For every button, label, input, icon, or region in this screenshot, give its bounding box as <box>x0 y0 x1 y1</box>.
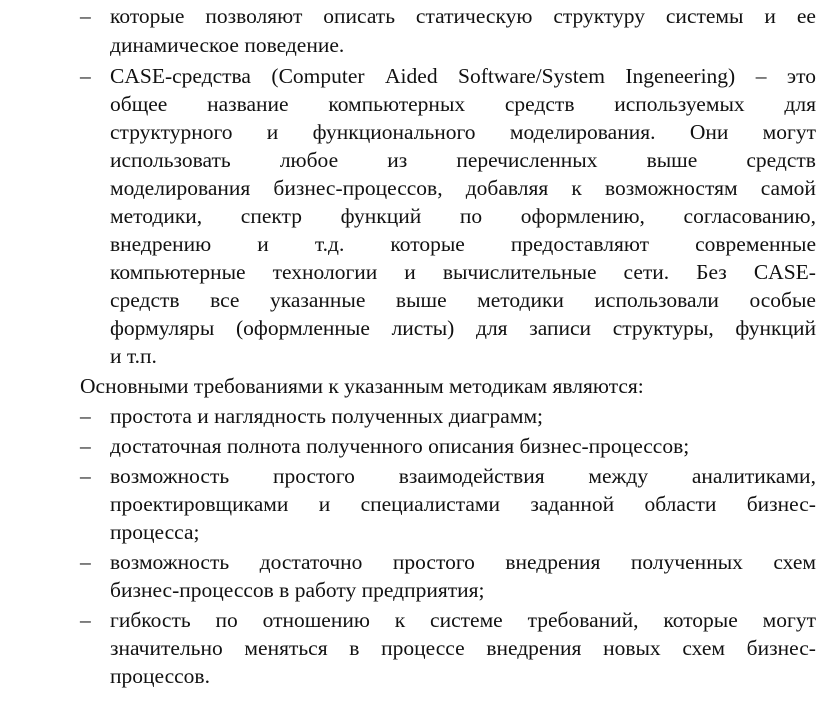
bullet-dash: – <box>80 434 91 458</box>
word: современные <box>695 232 816 256</box>
item2-line1 <box>110 62 816 90</box>
bullet-dash: – <box>80 404 91 428</box>
word: т.д. <box>314 232 345 256</box>
word: Aided <box>385 64 438 88</box>
word: использовать <box>110 148 231 172</box>
word: особые <box>749 288 816 312</box>
word: использовали <box>594 288 719 312</box>
word: меняться <box>244 636 328 660</box>
word: для <box>476 316 508 340</box>
word: моделирования. <box>509 120 656 144</box>
req2-line1: достаточная полнота полученного описания бизнес-процессов; <box>110 434 690 458</box>
bullet-dash: – <box>80 550 91 574</box>
item2-line6 <box>110 202 816 230</box>
word: (Computer <box>271 64 365 88</box>
word: бизнес-процессов, <box>273 176 443 200</box>
bullet-dash: – <box>80 4 91 28</box>
word: структуры, <box>612 316 714 340</box>
item1-line1 <box>110 2 816 30</box>
word: и <box>266 120 279 144</box>
word: позволяют <box>205 4 303 28</box>
word: возможность <box>110 550 230 574</box>
word: могут <box>762 120 816 144</box>
word: специалистами <box>360 492 501 516</box>
word: моделирования <box>110 176 251 200</box>
word: перечисленных <box>456 148 598 172</box>
word: которые <box>390 232 465 256</box>
word: оформлению, <box>520 204 645 228</box>
word: технологии <box>272 260 378 284</box>
word: простого <box>272 464 355 488</box>
word: гибкость <box>110 608 191 632</box>
req5-line3: процессов. <box>110 664 210 688</box>
word: к <box>394 608 406 632</box>
word: методики <box>477 288 564 312</box>
word: и <box>257 232 269 256</box>
word: статическую <box>415 4 533 28</box>
word: по <box>215 608 238 632</box>
word: функций <box>735 316 816 340</box>
word: самой <box>760 176 816 200</box>
word: ее <box>796 4 816 28</box>
word: бизнес- <box>746 636 816 660</box>
word: спектр <box>240 204 302 228</box>
item1-line2: динамическое поведение. <box>110 33 345 57</box>
word: Software/System <box>458 64 605 88</box>
item2-line5 <box>110 174 816 202</box>
word: используемых <box>614 92 745 116</box>
word: системы <box>665 4 744 28</box>
bullet-dash: – <box>80 64 91 88</box>
word: (оформленные <box>236 316 370 340</box>
word: могут <box>762 608 816 632</box>
word: выше <box>646 148 698 172</box>
word: вычислительные <box>442 260 597 284</box>
word: аналитиками, <box>691 464 816 488</box>
word: возможность <box>110 464 230 488</box>
word: формуляры <box>110 316 215 340</box>
word: компьютерных <box>328 92 466 116</box>
word: компьютерные <box>110 260 246 284</box>
word: значительно <box>110 636 223 660</box>
item2-line11: и т.п. <box>110 344 157 368</box>
word: отношению <box>262 608 370 632</box>
word: для <box>784 92 816 116</box>
word: средств <box>746 148 816 172</box>
item2-line8 <box>110 258 816 286</box>
word: системе <box>430 608 503 632</box>
word: методики, <box>110 204 203 228</box>
word: процессе <box>381 636 465 660</box>
word: схем <box>682 636 725 660</box>
item2-line7 <box>110 230 816 258</box>
requirements-intro: Основными требованиями к указанным методикам являются: <box>80 374 644 398</box>
word: взаимодействия <box>398 464 545 488</box>
word: которые <box>110 4 185 28</box>
req3-line3: процесса; <box>110 520 200 544</box>
word: Без <box>696 260 727 284</box>
word: выше <box>395 288 447 312</box>
word: записи <box>529 316 592 340</box>
word: все <box>210 288 240 312</box>
word: CASE-средства <box>110 64 251 88</box>
word: средств <box>110 288 180 312</box>
word: CASE- <box>753 260 816 284</box>
word: полученных <box>630 550 743 574</box>
item2-line4 <box>110 146 816 174</box>
word: внедрению <box>110 232 212 256</box>
word: предоставляют <box>510 232 650 256</box>
word: структурного <box>110 120 233 144</box>
bullet-dash: – <box>80 608 91 632</box>
word: Они <box>689 120 729 144</box>
word: и <box>404 260 416 284</box>
word: функций <box>340 204 422 228</box>
item2-line9 <box>110 286 816 314</box>
bullet-dash: – <box>80 464 91 488</box>
word: средств <box>504 92 575 116</box>
word: между <box>588 464 649 488</box>
word: структуру <box>553 4 645 28</box>
word: и <box>764 4 776 28</box>
word: любое <box>279 148 339 172</box>
word: заданной <box>530 492 615 516</box>
word: внедрения <box>505 550 601 574</box>
word: схем <box>773 550 816 574</box>
word: описать <box>323 4 396 28</box>
word: к <box>571 176 582 200</box>
word: внедрения <box>486 636 582 660</box>
word: проектировщиками <box>110 492 289 516</box>
word: простого <box>392 550 475 574</box>
word: области <box>644 492 717 516</box>
req3-line2 <box>110 490 816 518</box>
req5-line2 <box>110 634 816 662</box>
word: возможностям <box>605 176 738 200</box>
word: общее <box>110 92 168 116</box>
word: функционального <box>312 120 476 144</box>
word: и <box>318 492 331 516</box>
word: указанные <box>269 288 366 312</box>
word: листы) <box>391 316 455 340</box>
item2-line2 <box>110 90 816 118</box>
word: бизнес- <box>746 492 816 516</box>
req4-line2: бизнес-процессов в работу предприятия; <box>110 578 485 602</box>
word: это <box>786 64 816 88</box>
word: название <box>207 92 289 116</box>
req5-line1 <box>110 606 816 634</box>
word: новых <box>603 636 661 660</box>
word: из <box>387 148 408 172</box>
word: требований, <box>527 608 639 632</box>
word: Ingeneering) <box>625 64 736 88</box>
word: по <box>459 204 483 228</box>
word: согласованию, <box>683 204 816 228</box>
item2-line3 <box>110 118 816 146</box>
req4-line1 <box>110 548 816 576</box>
req3-line1 <box>110 462 816 490</box>
req1-line1: простота и наглядность полученных диаграмм; <box>110 404 544 428</box>
word: сети. <box>623 260 670 284</box>
word: достаточно <box>259 550 363 574</box>
word: – <box>755 64 767 88</box>
word: которые <box>663 608 738 632</box>
word: в <box>349 636 360 660</box>
item2-line10 <box>110 314 816 342</box>
word: добавляя <box>465 176 549 200</box>
